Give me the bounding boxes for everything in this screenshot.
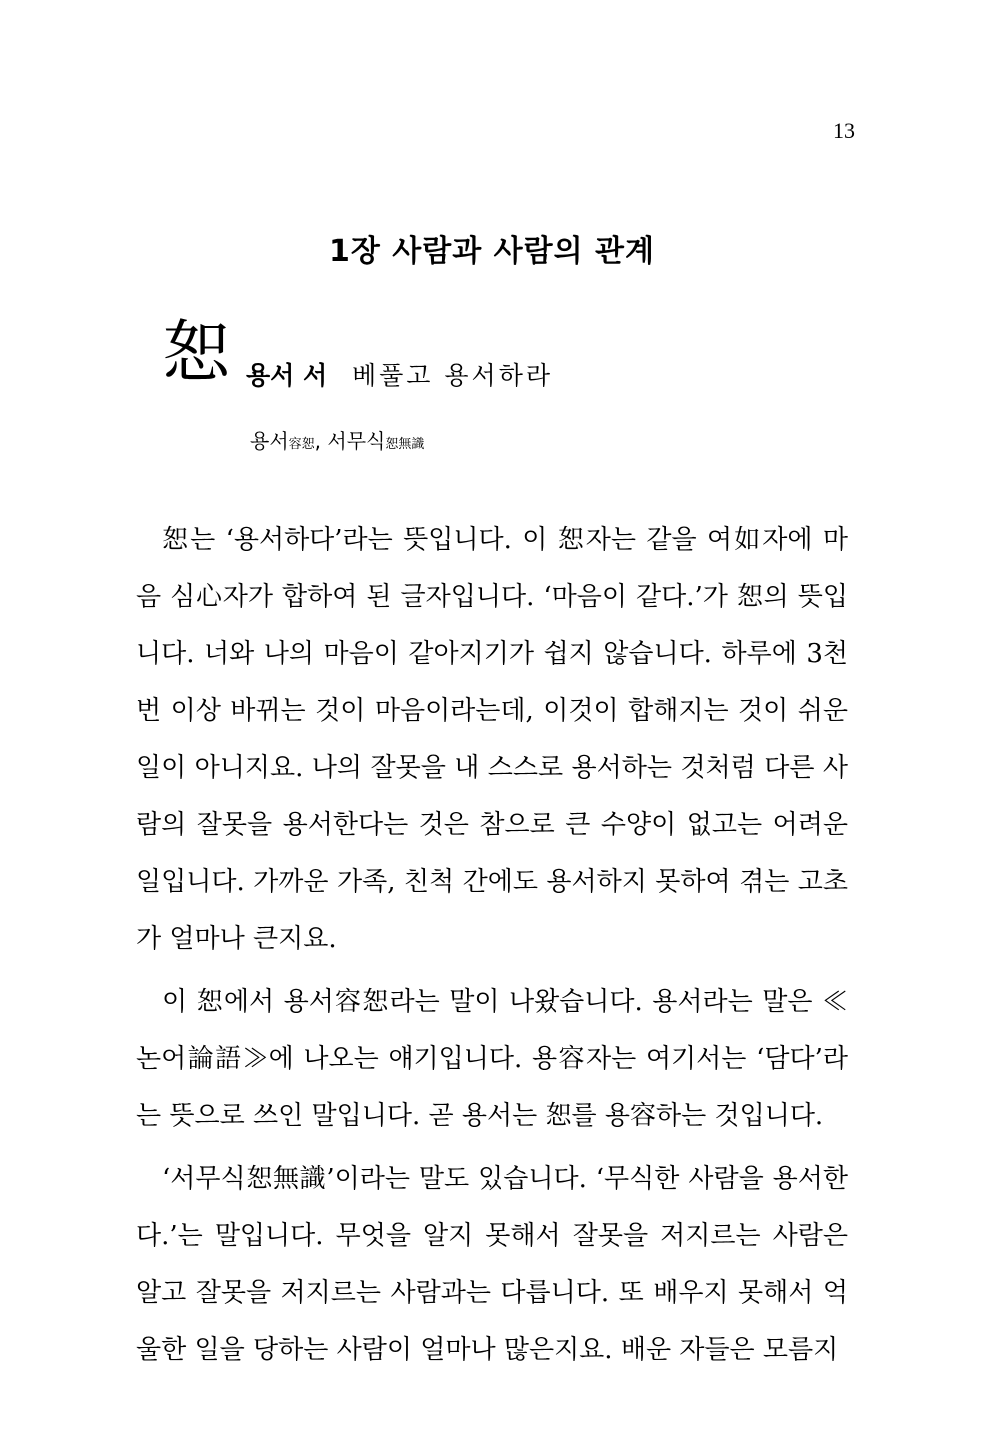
heading-subtitle: 베풀고 용서하라: [352, 361, 553, 390]
body-text: [136, 512, 848, 1379]
heading-hanja-meaning: 용서 서: [246, 361, 328, 390]
subheading-separator: ,: [314, 429, 328, 453]
body-paragraph-3: ‘서무식恕無識’이라는 말도 있습니다. ‘무식한 사람을 용서한다.’는 말입니다. 무엇을 알지 못해서 잘못을 저지르는 사람은 알고 잘못을 저지르는 사람과는 다릅니다. 또 배우지 못해서 억울한 일을 당하는 사람이 얼마나 많은지요. 배운 자들은 모름지: [136, 1164, 848, 1365]
subheading: [250, 425, 424, 454]
body-paragraph-1: 恕는 ‘용서하다’라는 뜻입니다. 이 恕자는 같을 여如자에 마음 심心자가 합하여 된 글자입니다. ‘마음이 같다.’가 恕의 뜻입니다. 너와 나의 마음이 같아지기가 쉽지 않습니다. 하루에 3천 번 이상 바뀌는 것이 마음이라는데, 이것이 합해지는 것이 쉬운 일이 아니지요. 나의 잘못을 내 스스로 용서하는 것처럼 다른 사람의 잘못을 용서한다는 것은 참으로 큰 수양이 없고는 어려운 일입니다. 가까운 가족, 친척 간에도 용서하지 못하여 겪는 고초가 얼마나 큰지요.: [136, 525, 848, 954]
chapter-title: 1장 사람과 사람의 관계: [328, 234, 656, 269]
heading-hanja: 恕: [162, 314, 231, 393]
subheading-term-2-hanja: 恕無識: [385, 437, 425, 452]
page-number: 13: [833, 118, 855, 143]
body-paragraph-2: 이 恕에서 용서容恕라는 말이 나왔습니다. 용서라는 말은 ≪논어論語≫에 나오는 얘기입니다. 용容자는 여기서는 ‘담다’라는 뜻으로 쓰인 말입니다. 곧 용서는 恕를 용容하는 것입니다.: [136, 987, 848, 1131]
subheading-term-1: 용서: [250, 429, 289, 453]
subheading-term-2: 서무식: [327, 429, 386, 453]
subheading-term-1-hanja: 容恕: [288, 437, 315, 452]
